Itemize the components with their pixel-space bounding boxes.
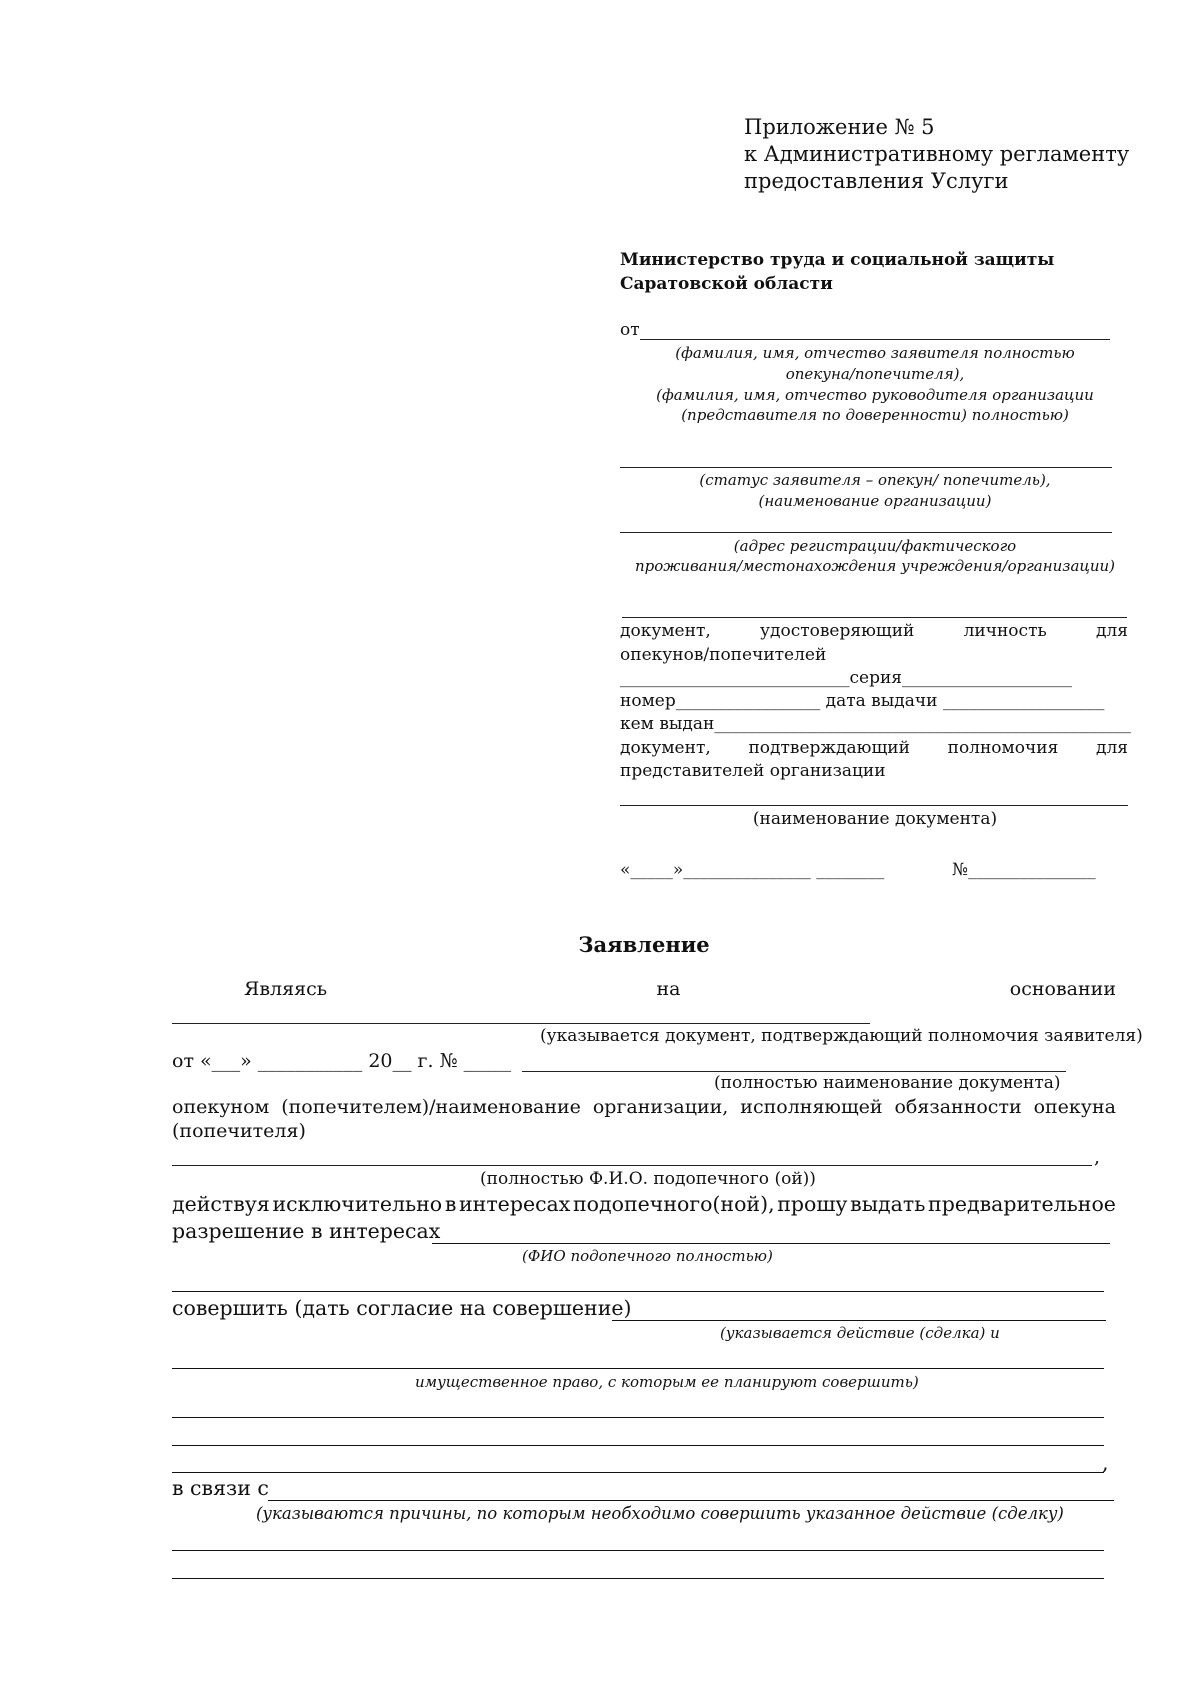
guardian-line <box>172 1096 1116 1118</box>
acting-line <box>172 1192 1116 1216</box>
authority-doc-label-2: представителей организации <box>620 761 886 781</box>
address-line[interactable] <box>620 532 1112 533</box>
ward-name-line[interactable] <box>172 1165 1092 1166</box>
word: прошу <box>777 1192 848 1216</box>
identity-doc-series-field[interactable]: ___________________________серия____________________ <box>620 668 1073 688</box>
blank-line[interactable] <box>172 1445 1104 1446</box>
word: интересах <box>459 1192 571 1216</box>
ward-line-comma: , <box>1094 1146 1101 1168</box>
org-head-hint: (фамилия, имя, отчество руководителя организации <box>656 386 1094 404</box>
word: опекуна <box>1033 1096 1116 1118</box>
blank-line[interactable] <box>172 1550 1104 1551</box>
ward-fio-hint: (ФИО подопечного полностью) <box>522 1247 773 1265</box>
address-hint: (адрес регистрации/фактического <box>733 537 1017 555</box>
org-head-hint-2: (представителя по доверенности) полностью) <box>681 406 1069 424</box>
property-line[interactable] <box>172 1368 1104 1369</box>
ward-name-hint: (полностью Ф.И.О. подопечного (ой)) <box>480 1169 816 1189</box>
authority-doc-number-field[interactable]: №_______________ <box>952 860 1096 880</box>
word: Являясь <box>244 978 328 1000</box>
word: для <box>1095 621 1128 641</box>
commit-label: совершить (дать согласие на совершение) <box>172 1296 632 1320</box>
appendix-regulation: к Административному регламенту <box>744 142 1130 166</box>
blank-line[interactable] <box>172 1417 1104 1418</box>
basis-document-line[interactable] <box>172 1023 870 1024</box>
word: (попечителем)/наименование <box>281 1096 581 1118</box>
statement-title: Заявление <box>578 932 710 957</box>
word: подтверждающий <box>748 738 910 758</box>
identity-doc-label-2: опекунов/попечителей <box>620 645 827 665</box>
org-name-hint: (наименование организации) <box>758 492 992 510</box>
appendix-number: Приложение № 5 <box>744 115 935 139</box>
word: организации, <box>592 1096 729 1118</box>
word: опекуном <box>172 1096 270 1118</box>
basis-date-field[interactable]: от «___» ___________ 20__ г. № _____ <box>172 1050 512 1072</box>
word: полномочия <box>947 738 1059 758</box>
word: удостоверяющий <box>760 621 915 641</box>
doc-name-hint: (полностью наименование документа) <box>714 1073 1061 1093</box>
guardian-line-2: (попечителя) <box>172 1120 306 1142</box>
applicant-status-line[interactable] <box>620 467 1112 468</box>
blank-line[interactable] <box>172 1472 1104 1473</box>
property-hint: имущественное право, с которым ее планируют совершить) <box>415 1373 919 1391</box>
authority-doc-hint: (наименование документа) <box>752 809 998 829</box>
word: подопечного(ной), <box>573 1192 775 1216</box>
reason-label: в связи с <box>172 1476 269 1500</box>
word: документ, <box>620 621 711 641</box>
appendix-service: предоставления Услуги <box>744 169 1009 193</box>
word: документ, <box>620 738 711 758</box>
permission-label: разрешение в интересах <box>172 1219 441 1243</box>
from-label: от <box>620 320 640 340</box>
address-hint-2: проживания/местонахождения учреждения/организации) <box>634 557 1116 575</box>
identity-doc-label <box>620 621 1128 641</box>
identity-doc-top-line[interactable] <box>622 617 1127 618</box>
word: основании <box>1009 978 1116 1000</box>
word: обязанности <box>894 1096 1022 1118</box>
addressee-ministry: Министерство труда и социальной защиты <box>620 250 1055 270</box>
action-line[interactable] <box>612 1320 1106 1321</box>
word: в <box>444 1192 457 1216</box>
basis-line <box>244 978 1116 1000</box>
word: исполняющей <box>740 1096 883 1118</box>
reason-line[interactable] <box>268 1500 1114 1501</box>
word: предварительное <box>928 1192 1116 1216</box>
blank-line[interactable] <box>172 1291 1104 1292</box>
word: выдать <box>850 1192 926 1216</box>
basis-hint: (указывается документ, подтверждающий полномочия заявителя) <box>540 1026 1143 1046</box>
blank-line-comma: , <box>1102 1451 1109 1475</box>
ward-interest-line[interactable] <box>432 1243 1110 1244</box>
status-hint: (статус заявителя – опекун/ попечитель), <box>699 471 1051 489</box>
applicant-name-hint-2: опекуна/попечителя), <box>785 365 965 383</box>
authority-doc-name-line[interactable] <box>620 805 1128 806</box>
word: личность <box>963 621 1047 641</box>
addressee-region: Саратовской области <box>620 274 833 294</box>
applicant-name-hint: (фамилия, имя, отчество заявителя полностью <box>675 344 1075 362</box>
word: для <box>1095 738 1128 758</box>
blank-line[interactable] <box>172 1578 1104 1579</box>
word: исключительно <box>272 1192 443 1216</box>
word: действуя <box>172 1192 270 1216</box>
basis-doc-name-line[interactable] <box>522 1071 1066 1072</box>
identity-doc-issuer-field[interactable]: кем выдан_________________________________________________ <box>620 714 1131 734</box>
applicant-name-line[interactable] <box>640 339 1110 340</box>
word: на <box>656 978 681 1000</box>
reason-hint: (указываются причины, по которым необходимо совершить указанное действие (сделку) <box>256 1504 1064 1523</box>
action-hint: (указывается действие (сделка) и <box>720 1324 1000 1342</box>
authority-doc-date-field[interactable]: «_____»_______________ ________ <box>620 860 885 880</box>
identity-doc-number-field[interactable]: номер_________________ дата выдачи ___________________ <box>620 691 1105 711</box>
authority-doc-label <box>620 738 1128 758</box>
